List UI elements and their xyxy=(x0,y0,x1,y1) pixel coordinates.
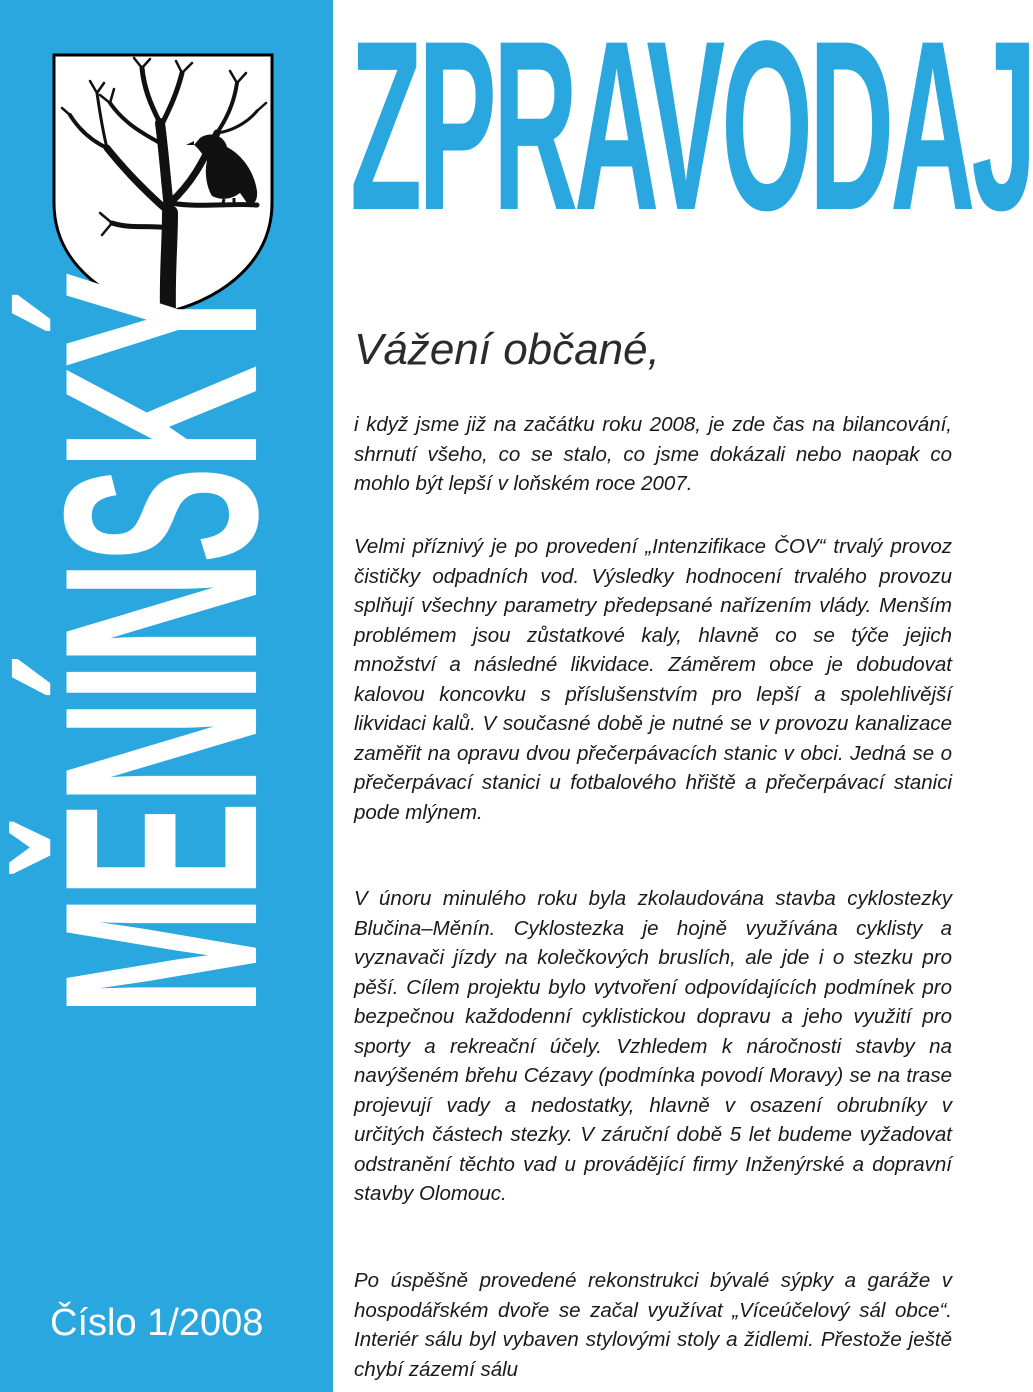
vertical-town-name-text: MĚNÍNSKÝ xyxy=(7,274,315,1016)
article-paragraph: Velmi příznivý je po provedení „Intenzifikace ČOV“ trvalý provoz čističky odpadních vod. Výsledky hodnocení trvalého provozu splňují všechny parametry předepsané nařízením vlády. Menším problémem jsou zůstatkové kaly, hlavně co se týče jejich množství a následné likvidace. Záměrem obce je dobudovat kalovou koncovku s příslušenstvím pro lepší a spolehlivější likvidaci kalů. V současné době je nutné se v provozu kanalizace zaměřit na opravu dvou přečerpávacích stanic v obci. Jedná se o přečerpávací stanici u fotbalového hřiště a přečerpávací stanici pode mlýnem. xyxy=(354,535,952,824)
article-paragraph: i když jsme již na začátku roku 2008, je zde čas na bilancování, shrnutí všeho, co se stalo, co jsme dokázali nebo naopak co mohlo být lepší v loňském roce 2007. xyxy=(354,413,952,495)
article-paragraph: Po úspěšně provedené rekonstrukci bývalé sýpky a garáže v hospodářském dvoře se začal využívat „Víceúčelový sál obce“. Interiér sálu byl vybaven stylovými stoly a židlemi. Přestože ještě chybí zázemí sálu xyxy=(354,1269,952,1381)
issue-number: Číslo 1/2008 xyxy=(50,1302,264,1344)
greeting-heading: Vážení občané, xyxy=(354,325,660,374)
masthead xyxy=(340,0,1033,270)
sidebar xyxy=(0,0,333,1392)
masthead-title: ZPRAVODAJ xyxy=(350,0,1033,263)
article-paragraph: V únoru minulého roku byla zkolaudována stavba cyklostezky Blučina–Měnín. Cyklostezka je hojně využívána cyklisty a vyznavači jízdy na kolečkových bruslích, ale jde i o stezku pro pěší. Cílem projektu bylo vytvoření odpovídajících podmínek pro bezpečnou každodenní cyklistickou dopravu a jeho využití pro sporty a rekreační účely. Vzhledem k náročnosti stavby na navýšeném břehu Cézavy (podmínka povodí Moravy) se na trase projevují vady a nedostatky, hlavně v osazení obrubníky v určitých částech stezky. V záruční době 5 let budeme vyžadovat odstranění těchto vad u provádějící firmy Inženýrské a dopravní stavby Olomouc. xyxy=(354,887,952,1205)
